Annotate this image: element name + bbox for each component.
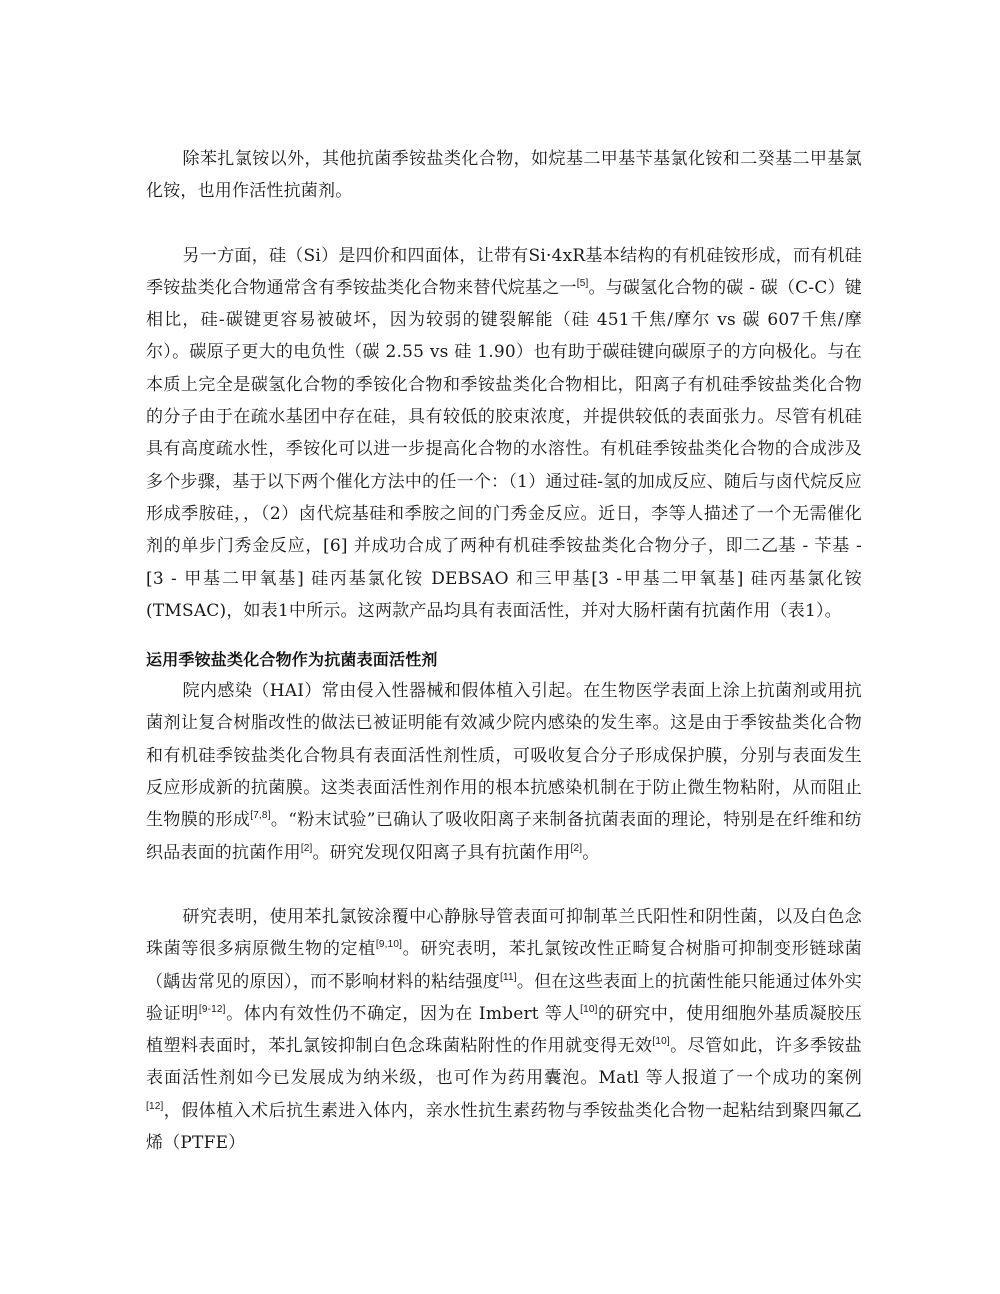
citation-ref: [7,8]: [250, 810, 271, 822]
text-run: 。但在这些表面上的抗菌性能只能通过体外实验证明: [146, 971, 863, 1024]
text-run: 院内感染（HAI）常由侵入性器械和假体植入引起。在生物医学表面上涂上抗菌剂或用抗菌剂让复合树脂改性的做法已被证明能有效减少院内感染的发生率。这是由于季铵盐类化合物和有机硅季铵盐类化合物具有表面活性剂性质，可吸收复合分子形成保护膜，分别与表面发生反应形成新的抗菌膜。这类表面活性剂作用的根本抗感染机制在于防止微生物粘附，从而阻止生物膜的形成: [146, 681, 862, 831]
citation-ref: [10]: [580, 1003, 598, 1015]
citation-ref: [12]: [146, 1100, 164, 1112]
text-run: 除苯扎氯铵以外，其他抗菌季铵盐类化合物，如烷基二甲基苄基氯化铵和二癸基二甲基氯化铵，也用作活性抗菌剂。: [146, 149, 862, 202]
paragraph-research: [146, 901, 862, 1159]
text-run: 。尽管如此，许多季铵盐表面活性剂如今已发展成为纳米级，也可作为药用囊泡。Matl 等人报道了一个成功的案例: [146, 1036, 862, 1089]
text-run: 的研究中，使用细胞外基质凝胶压植塑料表面时，苯扎氯铵抑制白色念珠菌粘附性的作用就变得无效: [146, 1003, 863, 1057]
citation-ref: [9,10]: [375, 939, 403, 951]
text-run: 。体内有效性仍不确定，因为在 Imbert 等人: [225, 1003, 581, 1024]
paragraph-hai: [146, 675, 862, 869]
text-run: ，假体植入术后抗生素进入体内，亲水性抗生素药物与季铵盐类化合物一起粘结到聚四氟乙烯（PTFE）: [146, 1100, 862, 1154]
citation-ref: [2]: [570, 842, 583, 854]
text-run: 。研究发现仅阳离子具有抗菌作用: [312, 842, 571, 863]
section-heading: 运用季铵盐类化合物作为抗菌表面活性剂: [146, 650, 438, 670]
citation-ref: [10]: [652, 1036, 670, 1048]
paragraph-quats-intro: [146, 143, 862, 208]
citation-ref: [11]: [500, 971, 517, 983]
text-run: 。与碳氢化合物的碳 - 碳（C-C）键相比，硅-碳键更容易被破坏，因为较弱的键裂解能（硅 451千焦/摩尔 vs 碳 607千焦/摩尔）。碳原子更大的电负性（碳 2.55 vs 硅 1.90）也有助于碳硅键向碳原子的方向极化。与在本质上完全是碳氢化合物的季铵化合物和季铵盐类化合物相比，阳离子有机硅季铵盐类化合物的分子由于在疏水基团中存在硅，具有较低的胶束浓度，并提供较低的表面张力。尽管有机硅具有高度疏水性，季铵化可以进一步提高化合物的水溶性。有机硅季铵盐类化合物的合成涉及多个步骤，基于以下两个催化方法中的任一个：（1）通过硅-氢的加成反应、随后与卤代烷反应形成季胺硅，，（2）卤代烷基硅和季胺之间的门秀金反应。近日，李等人描述了一个无需催化剂的单步门秀金反应，[6] 并成功合成了两种有机硅季铵盐类化合物分子，即二乙基 - 苄基 - [3 - 甲基二甲氧基] 硅丙基氯化铵 DEBSAO 和三甲基[3 -甲基二甲氧基] 硅丙基氯化铵 (TMSAC)，如表1中所示。这两款产品均具有表面活性，并对大肠杆菌有抗菌作用（表1）。: [146, 277, 862, 621]
citation-ref: [9-12]: [198, 1003, 226, 1015]
text-run: 。: [582, 842, 600, 863]
text-run: 。“粉末试验”已确认了吸收阳离子来制备抗菌表面的理论，特别是在纤维和纺织品表面的抗菌作用: [146, 810, 862, 863]
text-run: 。研究表明，苯扎氯铵改性正畸复合树脂可抑制变形链球菌（龋齿常见的原因），而不影响材料的粘结强度: [146, 939, 862, 992]
document-body: [146, 143, 862, 1159]
citation-ref: [2]: [300, 842, 313, 854]
paragraph-organosilicon: [146, 240, 862, 628]
citation-ref: [5]: [576, 277, 589, 289]
text-run: 研究表明，使用苯扎氯铵涂覆中心静脉导管表面可抑制革兰氏阳性和阴性菌，以及白色念珠菌等很多病原微生物的定植: [146, 906, 862, 960]
text-run: 另一方面，硅（Si）是四价和四面体，让带有Si·4xR基本结构的有机硅铵形成，而有机硅季铵盐类化合物通常含有季铵盐类化合物来替代烷基之一: [146, 245, 862, 298]
